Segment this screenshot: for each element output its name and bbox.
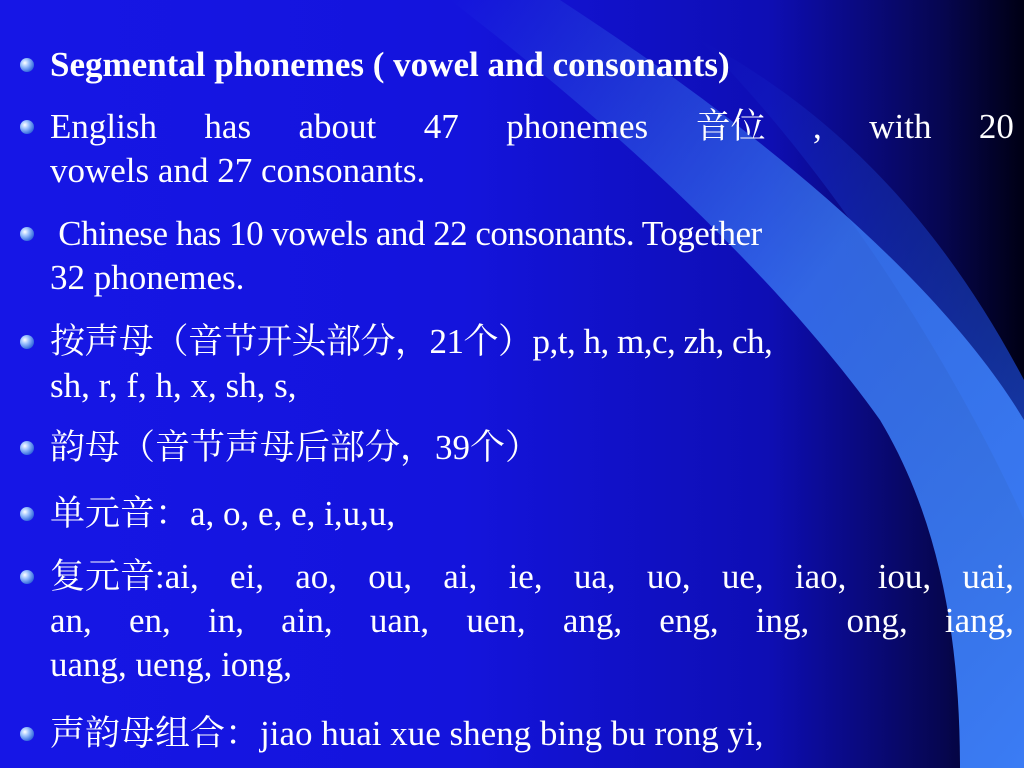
word: 20	[978, 107, 1014, 146]
bullet-dot-icon	[20, 441, 34, 455]
word: uan,	[369, 601, 430, 640]
bullet-item	[50, 712, 1014, 756]
word: ong,	[846, 601, 908, 640]
bullet-line: 声韵母组合：jiao huai xue sheng bing bu rong yi,	[50, 714, 764, 753]
bullet-item	[50, 555, 1014, 687]
bullet-dot-icon	[20, 570, 34, 584]
bullet-dot-icon	[20, 507, 34, 521]
bullet-item	[50, 105, 1014, 193]
word: 47	[423, 107, 459, 146]
word: in,	[207, 601, 244, 640]
word: ie,	[508, 557, 543, 596]
bullet-item	[50, 320, 1014, 408]
bullet-item	[50, 212, 1014, 300]
word: en,	[128, 601, 171, 640]
word: iang,	[944, 601, 1014, 640]
bullet-line: Segmental phonemes ( vowel and consonants)	[50, 45, 730, 84]
word: ain,	[281, 601, 333, 640]
word: 复元音:ai,	[50, 557, 199, 596]
word: about	[298, 107, 377, 146]
bullet-item	[50, 492, 1014, 536]
word: ua,	[573, 557, 616, 596]
bullet-line	[50, 555, 1014, 599]
bullet-line: vowels and 27 consonants.	[50, 151, 426, 190]
word: iou,	[877, 557, 932, 596]
bullet-line: 32 phonemes.	[50, 258, 245, 297]
bullet-dot-icon	[20, 120, 34, 134]
bullet-dot-icon	[20, 227, 34, 241]
word: an,	[50, 601, 92, 640]
bullet-line: 单元音：a, o, e, e, i,u,u,	[50, 494, 396, 533]
word: ang,	[562, 601, 623, 640]
word: uen,	[466, 601, 526, 640]
bullet-line	[50, 599, 1014, 643]
bullet-item	[50, 43, 1014, 87]
word: ue,	[721, 557, 764, 596]
word: has	[204, 107, 252, 146]
word: with	[869, 107, 932, 146]
bullet-item	[50, 426, 1014, 470]
word: ei,	[229, 557, 264, 596]
bullet-line: 韵母（音节声母后部分，39个）	[50, 428, 541, 467]
bullet-line: sh, r, f, h, x, sh, s,	[50, 366, 297, 405]
word: ing,	[755, 601, 810, 640]
word: eng,	[659, 601, 719, 640]
word: 音位	[695, 107, 766, 146]
bullet-dot-icon	[20, 335, 34, 349]
bullet-line	[50, 105, 1014, 149]
bullet-dot-icon	[20, 58, 34, 72]
word: phonemes	[506, 107, 649, 146]
bullet-line: 按声母（音节开头部分，21个）p,t, h, m,c, zh, ch,	[50, 322, 773, 361]
word: ao,	[295, 557, 338, 596]
word: ,	[813, 107, 822, 146]
bullet-line: Chinese has 10 vowels and 22 consonants. Together	[50, 214, 762, 253]
word: iao,	[794, 557, 847, 596]
word: uo,	[646, 557, 691, 596]
bullet-dot-icon	[20, 727, 34, 741]
word: English	[50, 107, 157, 146]
word: ou,	[368, 557, 413, 596]
word: uai,	[962, 557, 1014, 596]
bullet-line: uang, ueng, iong,	[50, 645, 293, 684]
word: ai,	[443, 557, 478, 596]
